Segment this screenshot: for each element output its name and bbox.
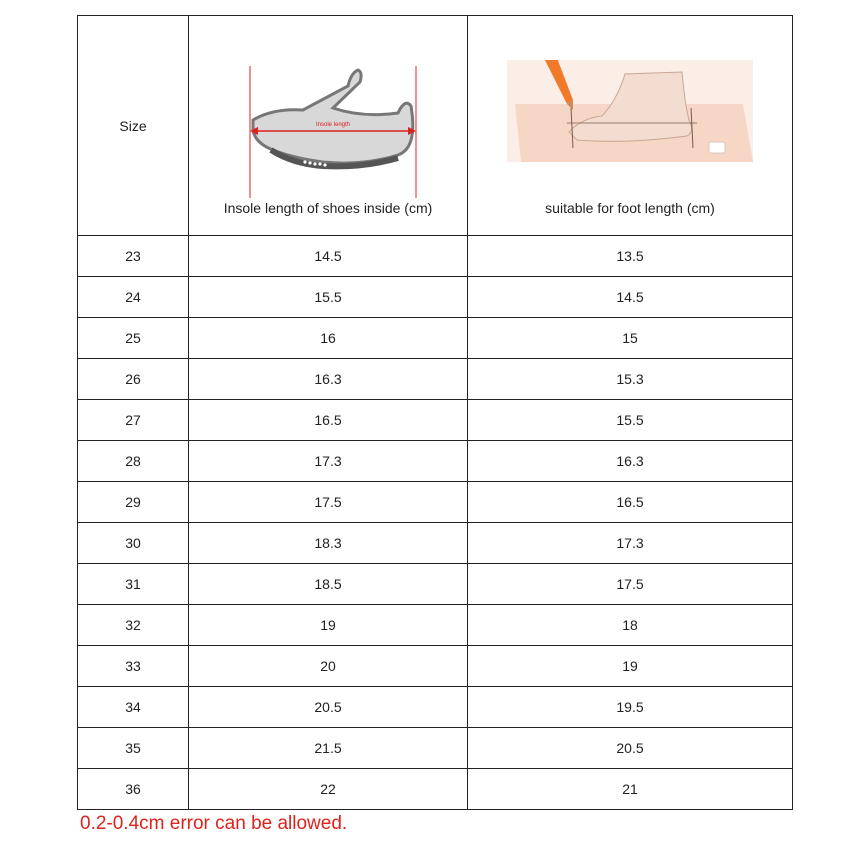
insole-length-cell: 14.5 [189,236,468,277]
size-cell: 31 [78,564,189,605]
insole-length-cell: 19 [189,605,468,646]
foot-length-cell: 17.5 [468,564,793,605]
size-cell: 29 [78,482,189,523]
size-cell: 33 [78,646,189,687]
size-header-cell [78,16,189,236]
table-row [78,400,793,441]
table-row [78,605,793,646]
insole-length-cell: 15.5 [189,277,468,318]
insole-length-cell: 17.3 [189,441,468,482]
size-cell: 30 [78,523,189,564]
insole-length-cell: 20 [189,646,468,687]
foot-length-cell: 16.3 [468,441,793,482]
foot-length-cell: 18 [468,605,793,646]
size-cell: 25 [78,318,189,359]
foot-length-cell: 17.3 [468,523,793,564]
size-cell: 26 [78,359,189,400]
foot-measurement-diagram [507,60,753,162]
table-row [78,318,793,359]
foot-length-cell: 20.5 [468,728,793,769]
insole-header-cell [189,16,468,236]
insole-length-cell: 18.3 [189,523,468,564]
foot-length-cell: 19 [468,646,793,687]
table-row [78,523,793,564]
table-row [78,646,793,687]
foot-length-cell: 14.5 [468,277,793,318]
insole-header-label: Insole length of shoes inside (cm) [223,200,433,216]
insole-diagram-label: Insole length [315,122,351,128]
foot-length-cell: 15.5 [468,400,793,441]
tolerance-note: 0.2-0.4cm error can be allowed. [80,813,348,834]
size-chart-body [78,16,793,810]
foot-length-cell: 15 [468,318,793,359]
insole-length-cell: 20.5 [189,687,468,728]
table-row [78,687,793,728]
table-row [78,359,793,400]
insole-length-cell: 16.5 [189,400,468,441]
size-header-label: Size [119,117,147,134]
foot-header-cell [468,16,793,236]
size-cell: 34 [78,687,189,728]
foot-length-cell: 19.5 [468,687,793,728]
insole-length-cell: 21.5 [189,728,468,769]
table-row [78,564,793,605]
foot-header-label: suitable for foot length (cm) [545,200,715,216]
insole-length-cell: 18.5 [189,564,468,605]
insole-length-cell: 22 [189,769,468,810]
size-cell: 28 [78,441,189,482]
table-row [78,769,793,810]
table-row [78,277,793,318]
insole-length-cell: 16 [189,318,468,359]
table-row [78,482,793,523]
table-row [78,728,793,769]
size-cell: 36 [78,769,189,810]
shoe-insole-diagram [233,58,423,200]
header-row [78,16,793,236]
foot-length-cell: 16.5 [468,482,793,523]
insole-length-cell: 17.5 [189,482,468,523]
table-row [78,441,793,482]
size-cell: 27 [78,400,189,441]
size-cell: 24 [78,277,189,318]
foot-length-cell: 21 [468,769,793,810]
size-cell: 32 [78,605,189,646]
insole-length-cell: 16.3 [189,359,468,400]
table-row [78,236,793,277]
size-cell: 23 [78,236,189,277]
size-cell: 35 [78,728,189,769]
foot-length-cell: 13.5 [468,236,793,277]
foot-length-cell: 15.3 [468,359,793,400]
size-chart-table [77,15,793,810]
